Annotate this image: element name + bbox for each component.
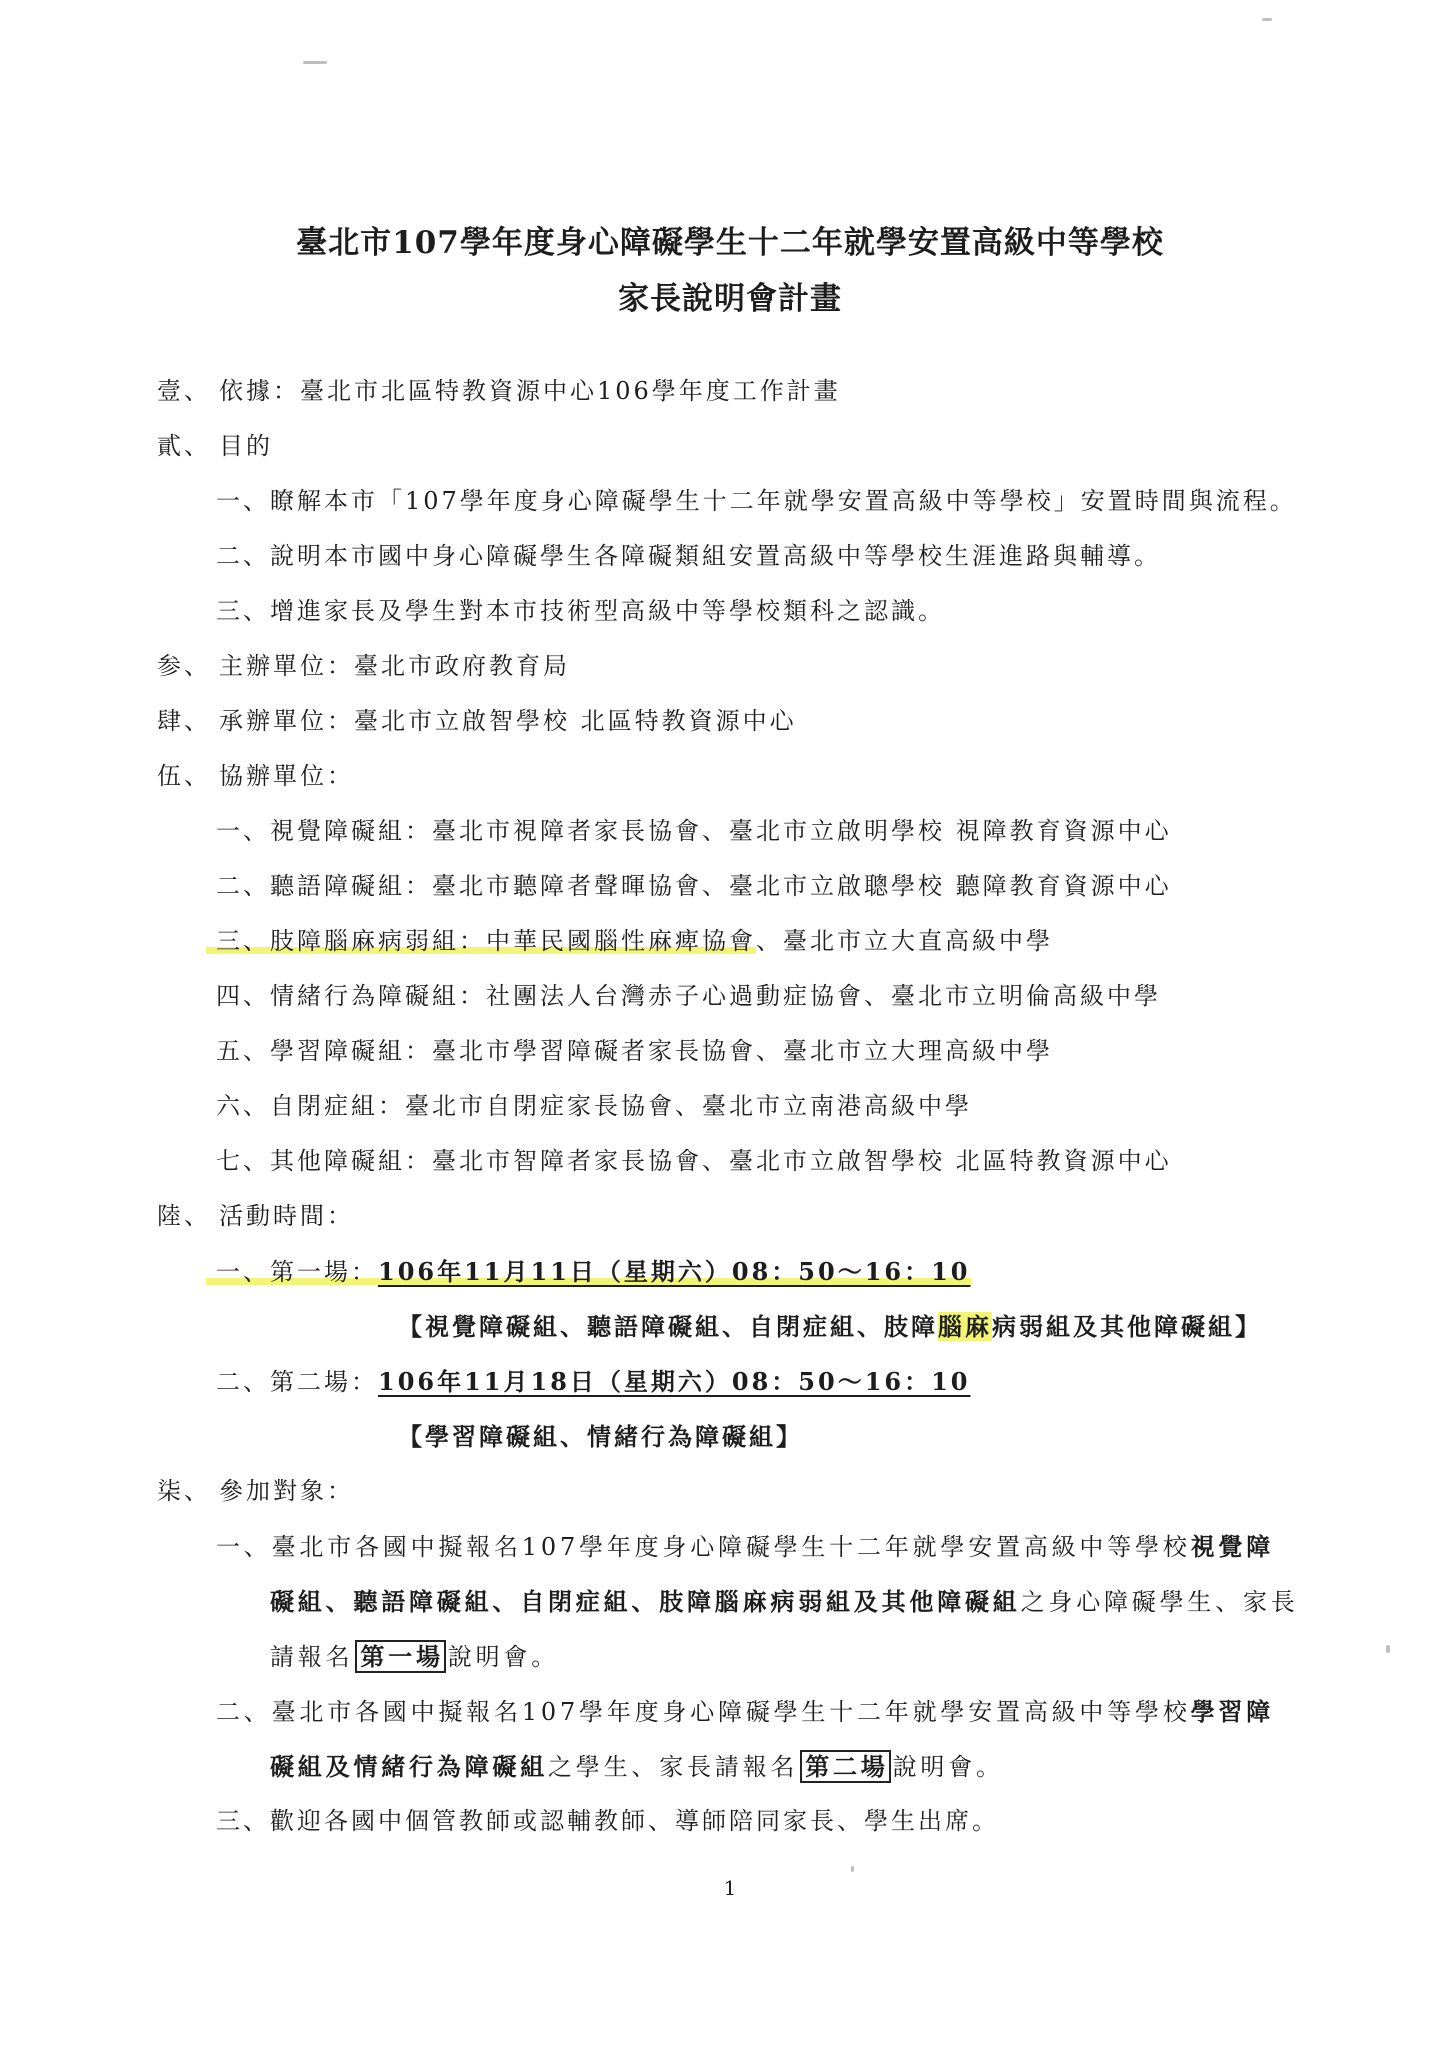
session-groups: 【視覺障礙組、聽語障礙組、自閉症組、肢障: [398, 1312, 938, 1341]
highlighted-text: 腦麻: [938, 1312, 992, 1341]
participant-item-continued: [0, 1629, 1448, 1684]
section-undertaker: [0, 694, 1448, 749]
section-text: 依據：臺北市北區特教資源中心106學年度工作計畫: [219, 377, 841, 405]
co-organizer-item: [0, 859, 1448, 914]
purpose-item: [0, 529, 1448, 584]
item-number: 二、: [216, 872, 270, 900]
section-label: 貳、: [157, 432, 211, 460]
section-text: 承辦單位：臺北市立啟智學校 北區特教資源中心: [219, 707, 797, 735]
document-body: [0, 364, 1448, 1849]
title-line-2: 家長說明會計畫: [618, 281, 842, 317]
section-heading: 活動時間：: [219, 1202, 354, 1230]
title-line-1: 臺北市107學年度身心障礙學生十二年就學安置高級中等學校: [296, 225, 1164, 261]
item-text: 請報名: [270, 1643, 354, 1671]
item-bold-text: 學習障: [1190, 1697, 1275, 1726]
participant-item-continued: [0, 1574, 1448, 1629]
item-text: 聽語障礙組：臺北市聽障者聲暉協會、臺北市立啟聰學校 聽障教育資源中心: [270, 872, 1172, 900]
co-organizer-item: [0, 1024, 1448, 1079]
scan-speck: [851, 1866, 854, 1872]
session-name: 第二場：: [270, 1368, 378, 1396]
item-text: 歡迎各國中個管教師或認輔教師、導師陪同家長、學生出席。: [270, 1807, 999, 1835]
section-label: 柒、: [157, 1477, 211, 1505]
item-text: 說明會。: [892, 1753, 1004, 1781]
item-text: 肢障腦麻病弱組：中華民國腦性麻痺協會: [270, 927, 756, 955]
session-second: [0, 1354, 1448, 1409]
item-number: 五、: [216, 1037, 270, 1065]
page-number: 1: [723, 1876, 737, 1900]
section-label: 肆、: [157, 707, 211, 735]
section-schedule: [0, 1189, 1448, 1244]
item-bold-text: 礙組及情緒行為障礙組: [270, 1752, 548, 1781]
item-number: 二、: [216, 1698, 272, 1726]
item-text: 視覺障礙組：臺北市視障者家長協會、臺北市立啟明學校 視障教育資源中心: [270, 817, 1172, 845]
session-box: 第一場: [355, 1640, 445, 1673]
co-organizer-item: [0, 1134, 1448, 1189]
section-label: 伍、: [157, 762, 211, 790]
purpose-item: [0, 474, 1448, 529]
purpose-item: [0, 584, 1448, 639]
item-number: 三、: [216, 1807, 270, 1835]
section-label: 壹、: [157, 377, 211, 405]
section-label: 参、: [157, 652, 211, 680]
session-box: 第二場: [800, 1750, 890, 1783]
item-bold-text: 礙組、聽語障礙組、自閉症組、肢障腦麻病弱組及其他障礙組: [270, 1587, 1021, 1616]
session-datetime: 106年11月11日（星期六）08：50～16：10: [378, 1257, 971, 1286]
item-number: 六、: [216, 1092, 270, 1120]
item-text: 增進家長及學生對本市技術型高級中等學校類科之認識。: [270, 597, 945, 625]
item-text: 臺北市各國中擬報名107學年度身心障礙學生十二年就學安置高級中等學校: [271, 1533, 1191, 1561]
session-first: [0, 1244, 1448, 1299]
section-heading: 參加對象：: [219, 1477, 354, 1505]
section-heading: 目的: [219, 432, 273, 460]
co-organizer-item: [0, 914, 1448, 969]
section-purpose: [0, 419, 1448, 474]
section-basis: [0, 364, 1448, 419]
section-heading: 協辦單位：: [219, 762, 354, 790]
item-text: 瞭解本市「107學年度身心障礙學生十二年就學安置高級中等學校」安置時間與流程。: [270, 487, 1297, 515]
item-number: 四、: [216, 982, 270, 1010]
item-text: 說明會。: [447, 1643, 560, 1671]
co-organizer-item: [0, 969, 1448, 1024]
item-number: 一、: [216, 1258, 270, 1286]
item-number: 一、: [216, 1533, 272, 1561]
session-name: 第一場：: [270, 1258, 378, 1286]
session-second-groups: [0, 1409, 1448, 1464]
item-text: 說明本市國中身心障礙學生各障礙類組安置高級中等學校生涯進路與輔導。: [270, 542, 1161, 570]
item-number: 一、: [216, 487, 270, 515]
section-co-organizers: [0, 749, 1448, 804]
section-text: 主辦單位：臺北市政府教育局: [219, 652, 570, 680]
participant-item: [0, 1519, 1448, 1574]
item-number: 三、: [216, 927, 270, 955]
section-participants: [0, 1464, 1448, 1519]
participant-item: [0, 1684, 1448, 1739]
section-organizer: [0, 639, 1448, 694]
item-number: 三、: [216, 597, 270, 625]
item-text: 情緒行為障礙組：社團法人台灣赤子心過動症協會、臺北市立明倫高級中學: [270, 982, 1161, 1010]
item-text: 之學生、家長請報名: [548, 1753, 799, 1781]
item-number: 二、: [216, 1368, 270, 1396]
highlighter-mark: [206, 927, 756, 955]
item-number: 一、: [216, 817, 270, 845]
session-groups: 【學習障礙組、情緒行為障礙組】: [398, 1422, 803, 1451]
scan-speck: [1262, 18, 1272, 21]
item-number: 七、: [216, 1147, 270, 1175]
scan-speck: [303, 61, 327, 64]
item-text: 自閉症組：臺北市自閉症家長協會、臺北市立南港高級中學: [270, 1092, 972, 1120]
item-text: 之身心障礙學生、家長: [1020, 1588, 1299, 1616]
session-datetime: 106年11月18日（星期六）08：50～16：10: [378, 1367, 971, 1396]
co-organizer-item: [0, 1079, 1448, 1134]
item-text: 學習障礙組：臺北市學習障礙者家長協會、臺北市立大理高級中學: [270, 1037, 1053, 1065]
session-groups: 病弱組及其他障礙組】: [992, 1312, 1262, 1341]
document-title: [0, 215, 1448, 327]
participant-item-continued: [0, 1739, 1448, 1794]
highlighter-mark: [206, 1258, 971, 1286]
co-organizer-item: [0, 804, 1448, 859]
participant-item: [0, 1794, 1448, 1849]
session-first-groups: [0, 1299, 1448, 1354]
item-bold-text: 視覺障: [1190, 1532, 1275, 1561]
item-text-rest: 、臺北市立大直高級中學: [756, 927, 1053, 955]
item-text: 其他障礙組：臺北市智障者家長協會、臺北市立啟智學校 北區特教資源中心: [270, 1147, 1172, 1175]
item-text: 臺北市各國中擬報名107學年度身心障礙學生十二年就學安置高級中等學校: [271, 1698, 1191, 1726]
item-number: 二、: [216, 542, 270, 570]
section-label: 陸、: [157, 1202, 211, 1230]
